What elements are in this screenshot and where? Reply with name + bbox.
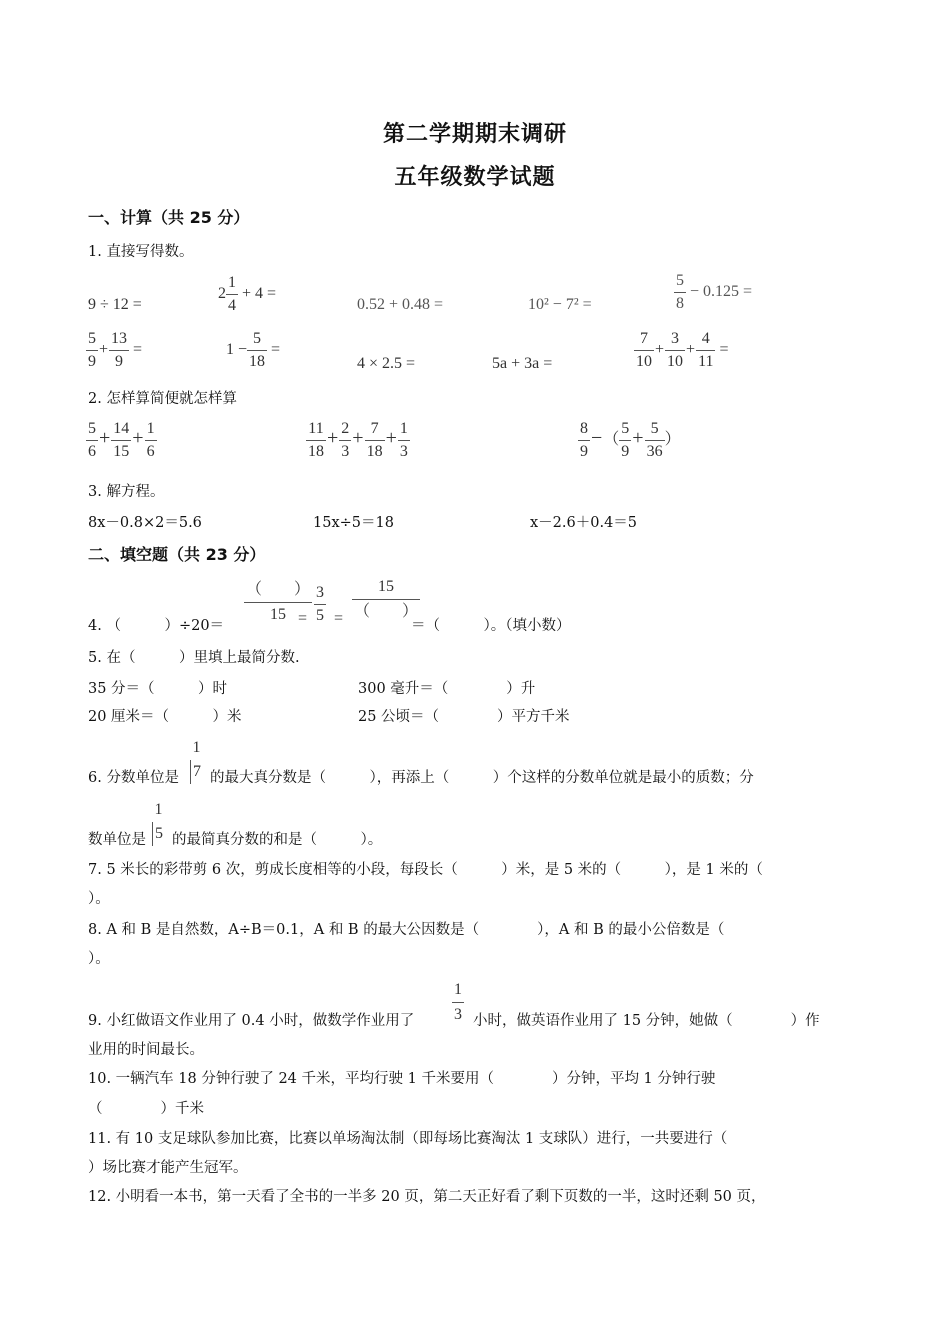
fraction [578, 418, 590, 463]
q1-item-b2 [226, 328, 280, 373]
question-2-prompt: 2. 怎样算简便就怎样算 [88, 391, 237, 407]
q5-item-3: 20 厘米＝（ ）米 [88, 709, 242, 725]
page-title: 第二学期期末调研 [382, 122, 567, 147]
q1-item-a3: 0.52 + 0.48 = [357, 296, 444, 313]
denominator: 9 [88, 353, 96, 370]
fraction [109, 328, 129, 373]
q1-item-a2 [218, 272, 276, 317]
numerator: 1 [192, 739, 201, 756]
denominator: 18 [366, 443, 383, 460]
fraction [634, 328, 654, 373]
fraction [398, 418, 410, 463]
q1-item-b5 [634, 328, 729, 373]
plus-sign: + [327, 427, 339, 450]
denominator: 6 [88, 443, 96, 460]
q4-equals-1: = [298, 610, 308, 627]
q5-item-4: 25 公顷＝（ ）平方千米 [358, 709, 570, 725]
q2-expression-3 [578, 418, 681, 463]
q7-line1: 7. 5 米长的彩带剪 6 次，剪成长度相等的小段，每段长（ ）米，是 5 米的（ ），是 1 米的（ [88, 862, 763, 878]
q4-suffix: ＝（ ）。（填小数） [411, 618, 571, 634]
numerator: 5 [674, 270, 686, 293]
denominator: 18 [308, 443, 324, 460]
plus-sign: + [686, 341, 696, 359]
numerator: 8 [578, 418, 590, 441]
numerator: 1 [145, 418, 157, 441]
q4-prefix: 4. （ ）÷20＝ [88, 618, 225, 634]
denominator: 9 [580, 443, 588, 460]
fraction [247, 328, 267, 373]
plus-sign: + [385, 427, 397, 450]
q1-item-b4: 5a + 3a = [492, 355, 553, 372]
q6-line1-end: 的最大真分数是（ ），再添上（ ）个这样的分数单位就是最小的质数；分 [210, 770, 754, 786]
expr-head: 1 − [226, 341, 248, 359]
fraction [674, 270, 686, 315]
q9-line1-start: 9. 小红做语文作业用了 0.4 小时，做数学作业用了 [88, 1013, 415, 1029]
denominator: 7 [190, 760, 203, 784]
q8-line1: 8. A 和 B 是自然数，A÷B＝0.1，A 和 B 的最大公因数是（ ），A 和 B 的最小公倍数是（ [88, 922, 725, 938]
equals-sign: = [133, 341, 143, 359]
numerator: 1 [398, 418, 410, 441]
q6-line2-start: 数单位是 [88, 832, 146, 848]
q5-item-1: 35 分＝（ ）时 [88, 681, 228, 697]
plus-sign: + [655, 341, 665, 359]
denominator: 3 [341, 443, 350, 460]
right-paren: ） [664, 431, 681, 449]
q3-equation-2: 15x÷5＝18 [313, 515, 394, 531]
page-subtitle: 五年级数学试题 [394, 165, 556, 190]
question-5-prompt: 5. 在（ ）里填上最简分数. [88, 650, 300, 666]
denominator: 11 [698, 353, 714, 370]
numerator: 5 [619, 418, 631, 441]
denominator: 3 [399, 443, 408, 460]
denominator: 5 [152, 822, 165, 846]
denominator: 10 [636, 353, 652, 370]
numerator: 5 [645, 418, 665, 441]
numerator: 5 [86, 328, 98, 351]
denominator: 9 [115, 353, 124, 370]
q8-line2: ）。 [88, 951, 110, 967]
q6-line1-start: 6. 分数单位是 [88, 770, 179, 786]
q6-line2-end: 的最简真分数的和是（ ）。 [172, 832, 383, 848]
denominator: 6 [146, 443, 155, 460]
question-1-prompt: 1. 直接写得数。 [88, 244, 194, 260]
q3-equation-3: x－2.6＋0.4＝5 [530, 515, 638, 531]
fraction [226, 272, 238, 317]
fraction [665, 328, 685, 373]
q3-equation-1: 8x－0.8×2＝5.6 [88, 515, 202, 531]
denominator: 15 [270, 606, 286, 623]
fraction [619, 418, 631, 463]
denominator-blank: （ ） [354, 603, 419, 620]
left-paren: （ [603, 431, 620, 449]
q2-expression-1 [86, 418, 157, 463]
denominator: 10 [667, 353, 684, 370]
fraction [111, 418, 131, 463]
plus-sign: + [99, 427, 111, 450]
numerator: 13 [109, 328, 129, 351]
q6-fraction-1-7 [190, 736, 203, 784]
q1-item-b1 [86, 328, 142, 373]
numerator: 1 [226, 272, 238, 295]
fraction [696, 328, 715, 373]
section-heading-calculation: 一、计算（共 25 分） [88, 208, 250, 227]
fraction [152, 798, 165, 846]
fraction [190, 736, 203, 784]
equals-sign: = [271, 341, 281, 359]
q7-line2: ）。 [88, 891, 110, 907]
denominator: 36 [646, 443, 663, 460]
denominator: 4 [228, 297, 236, 314]
q1-item-a5 [674, 270, 752, 315]
fraction [314, 582, 326, 627]
plus-sign: + [352, 427, 364, 450]
numerator: 3 [665, 328, 685, 351]
fraction [306, 418, 326, 463]
q9-line1-end: 小时，做英语作业用了 15 分钟，她做（ ）作 [473, 1013, 820, 1029]
denominator: 15 [113, 443, 130, 460]
numerator: 4 [696, 328, 715, 351]
numerator: 3 [314, 582, 326, 605]
numerator: 2 [339, 418, 351, 441]
numerator: 15 [352, 575, 420, 600]
q11-line2: ）场比赛才能产生冠军。 [88, 1160, 248, 1176]
denominator: 18 [249, 353, 266, 370]
q11-line1: 11. 有 10 支足球队参加比赛，比赛以单场淘汰制（即每场比赛淘汰 1 支球队）进行，一共要进行（ [88, 1131, 728, 1147]
plus-sign: + [632, 427, 644, 450]
denominator: 8 [676, 295, 684, 312]
q9-line2: 业用的时间最长。 [88, 1042, 204, 1058]
numerator: 7 [365, 418, 385, 441]
fraction [352, 575, 420, 624]
numerator: 14 [111, 418, 131, 441]
q2-expression-2 [306, 418, 410, 463]
numerator: 11 [306, 418, 326, 441]
fraction [86, 328, 98, 373]
q4-equals-2: = [334, 610, 344, 627]
q12-line1: 12. 小明看一本书，第一天看了全书的一半多 20 页，第二天正好看了剩下页数的一半，这时还剩 50 页， [88, 1189, 766, 1205]
numerator: 5 [247, 328, 267, 351]
denominator: 9 [621, 443, 630, 460]
section-heading-fill-blank: 二、填空题（共 23 分） [88, 545, 266, 564]
expr-tail: − 0.125 = [690, 283, 753, 301]
numerator: 1 [154, 801, 163, 818]
q5-item-2: 300 毫升＝（ ）升 [358, 681, 536, 697]
mixed-whole: 2 [218, 285, 226, 303]
plus-sign: + [99, 341, 109, 359]
q10-line2: （ ）千米 [88, 1101, 204, 1117]
q1-item-a1: 9 ÷ 12 = [88, 296, 142, 313]
q1-item-b3: 4 × 2.5 = [357, 355, 416, 372]
q6-fraction-1-5 [152, 798, 165, 846]
fraction [86, 418, 98, 463]
plus-sign: + [132, 427, 144, 450]
denominator: 5 [316, 607, 324, 624]
fraction [365, 418, 385, 463]
fraction [452, 978, 464, 1027]
equals-sign: = [719, 341, 729, 359]
question-3-prompt: 3. 解方程。 [88, 484, 165, 500]
q4-fraction-15-over-blank [352, 575, 420, 624]
q4-fraction-3-5 [314, 582, 326, 627]
numerator-blank: （ ） [244, 578, 312, 603]
q9-fraction-1-3 [452, 978, 464, 1027]
numerator: 1 [454, 981, 462, 998]
fraction [145, 418, 157, 463]
fraction [339, 418, 351, 463]
denominator: 3 [452, 1002, 464, 1027]
fraction [645, 418, 665, 463]
expr-tail: + 4 = [242, 285, 277, 303]
minus-sign: − [591, 427, 603, 450]
numerator: 5 [86, 418, 98, 441]
q10-line1: 10. 一辆汽车 18 分钟行驶了 24 千米，平均行驶 1 千米要用（ ）分钟，平均 1 分钟行驶 [88, 1071, 716, 1087]
q1-item-a4: 10² − 7² = [528, 296, 592, 313]
numerator: 7 [634, 328, 654, 351]
